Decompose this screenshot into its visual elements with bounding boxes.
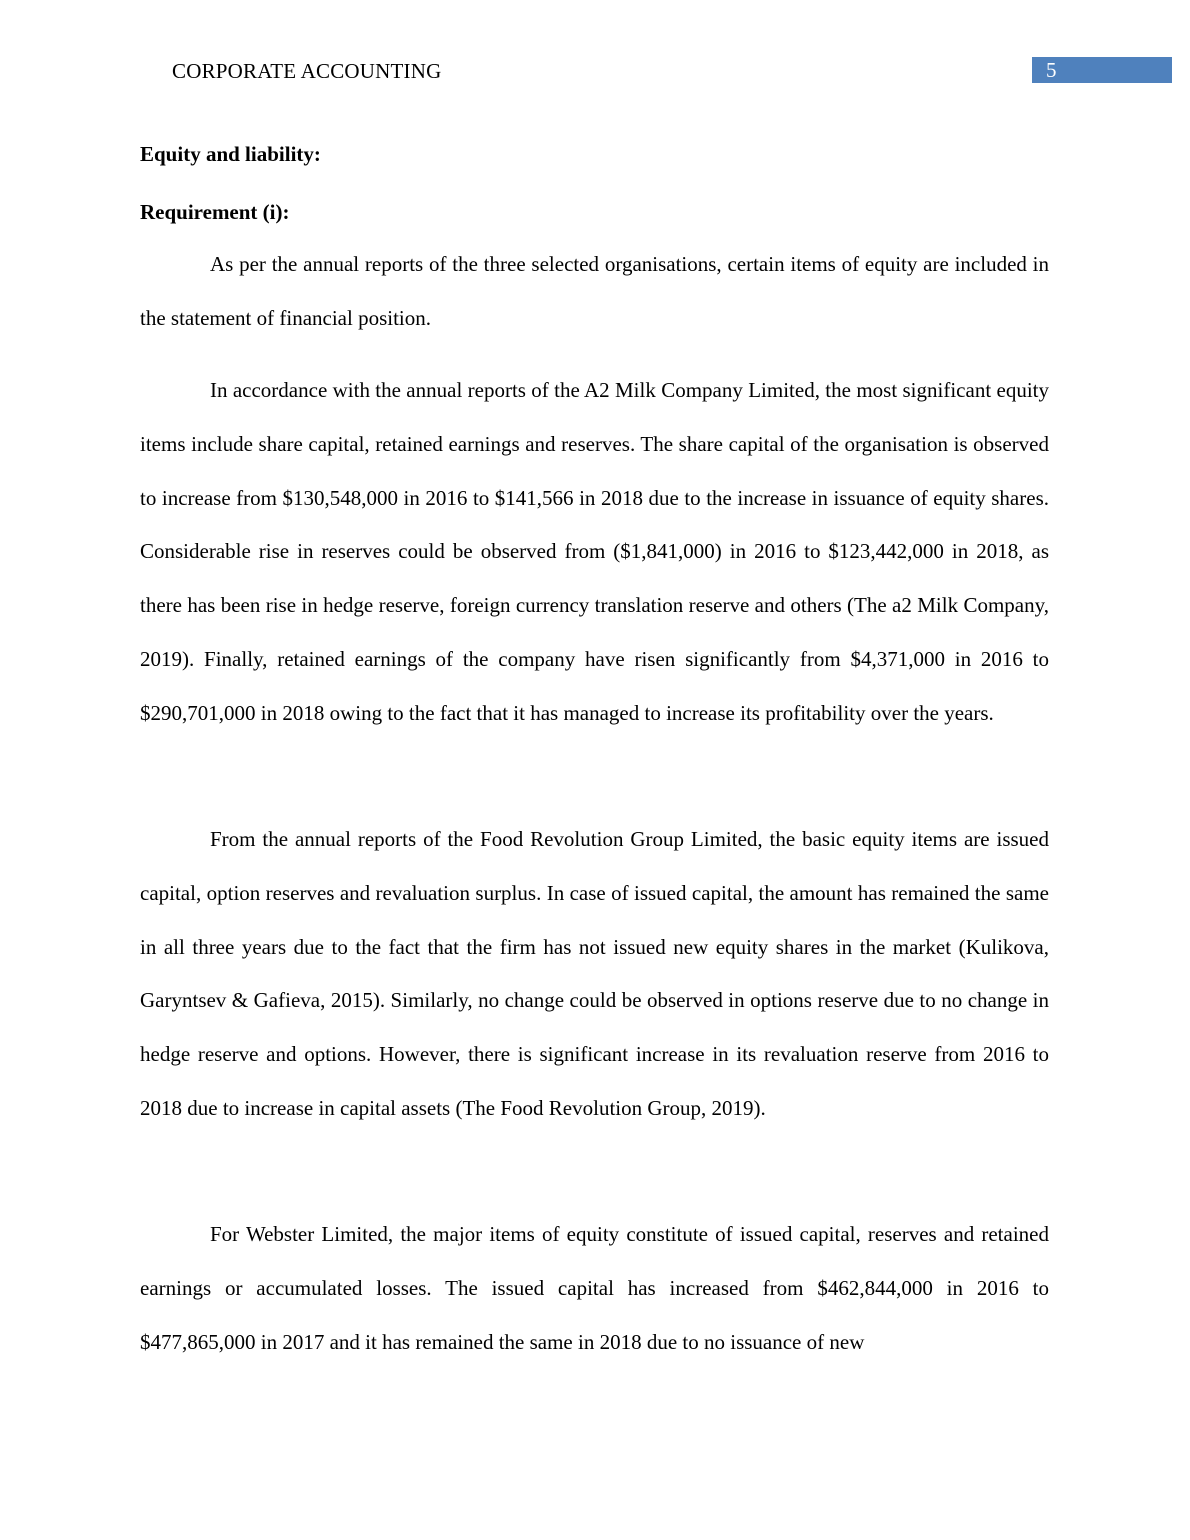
requirement-heading: Requirement (i): <box>140 200 290 224</box>
paragraph-a2-milk: In accordance with the annual reports of the A2 Milk Company Limited, the most significant equity items include share capital, retained earnings and reserves. The share capital of the organisation is observed to increase from $130,548,000 in 2016 to $141,566 in 2018 due to the increase in issuance of equity shares. Considerable rise in reserves could be observed from ($1,841,000) in 2016 to $123,442,000 in 2018, as there has been rise in hedge reserve, foreign currency translation reserve and others (The a2 Milk Company, 2019). Finally, retained earnings of the company have risen significantly from $4,371,000 in 2016 to $290,701,000 in 2018 owing to the fact that it has managed to increase its profitability over the years. <box>140 378 1049 725</box>
paragraph-webster: For Webster Limited, the major items of equity constitute of issued capital, reserves and retained earnings or accumulated losses. The issued capital has increased from $462,844,000 in 2016 to $477,865,000 in 2017 and it has remained the same in 2018 due to no issuance of new <box>140 1222 1049 1354</box>
page-number-badge: 5 <box>1032 57 1172 83</box>
paragraph-food-revolution: From the annual reports of the Food Revolution Group Limited, the basic equity items are issued capital, option reserves and revaluation surplus. In case of issued capital, the amount has remained the same in all three years due to the fact that the firm has not issued new equity shares in the market (Kulikova, Garyntsev & Gafieva, 2015). Similarly, no change could be observed in options reserve due to no change in hedge reserve and options. However, there is significant increase in its revaluation reserve from 2016 to 2018 due to increase in capital assets (The Food Revolution Group, 2019). <box>140 827 1049 1120</box>
paragraph-intro: As per the annual reports of the three selected organisations, certain items of equity are included in the statement of financial position. <box>140 252 1049 330</box>
section-heading: Equity and liability: <box>140 142 321 166</box>
running-header-title: CORPORATE ACCOUNTING <box>172 59 442 83</box>
